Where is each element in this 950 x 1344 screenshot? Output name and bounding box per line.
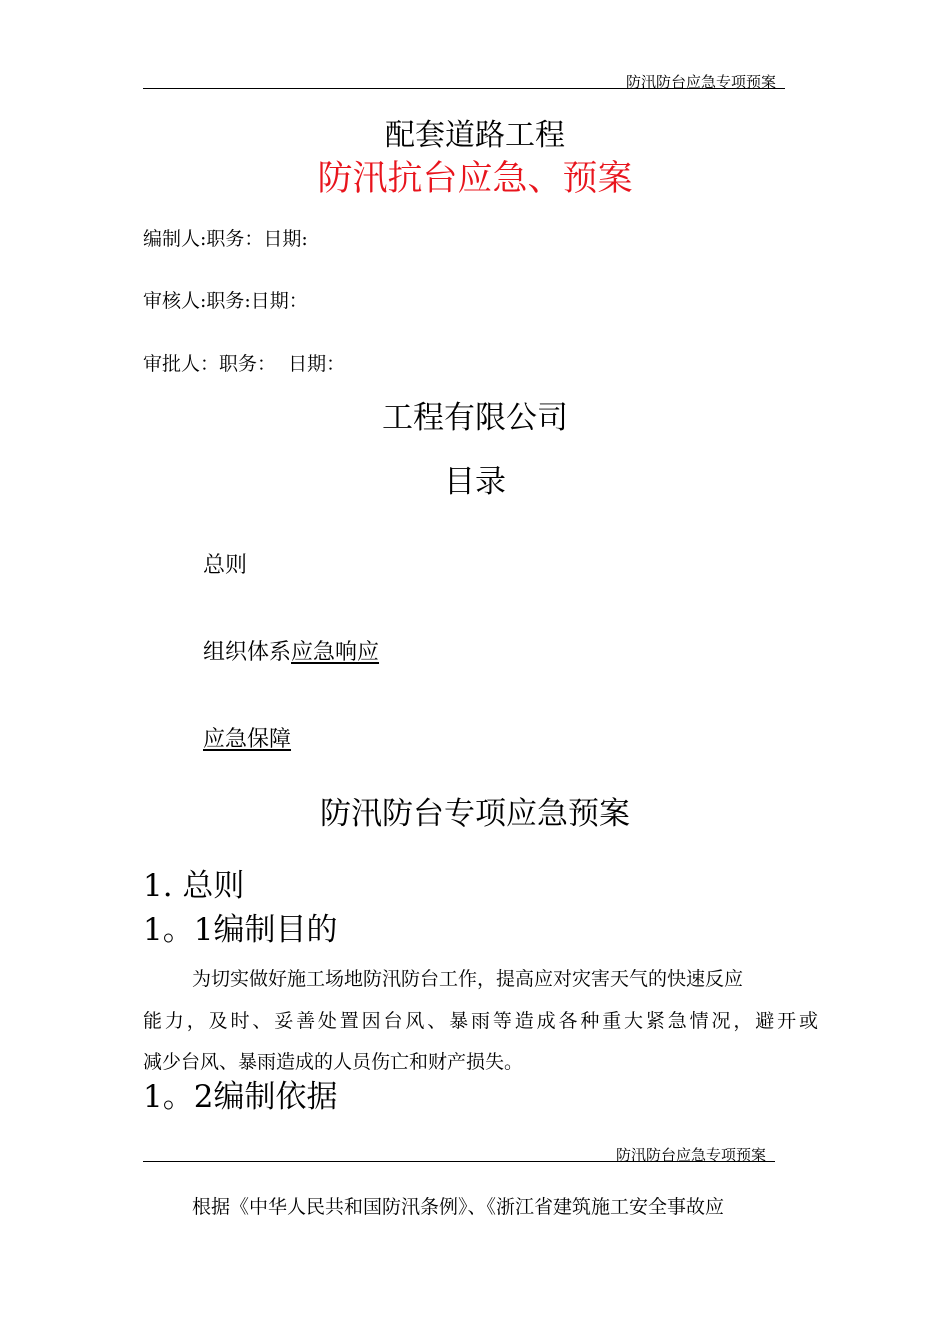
running-header-page-2: 防汛防台应急专项预案 [616,1146,767,1164]
approver-line: 审批人：职务： 日期： [143,353,346,375]
purpose-line-3: 减少台风、暴雨造成的人员伤亡和财产损失。 [143,1051,524,1073]
reviewer-line: 审核人:职务:日期： [143,290,308,312]
basis-line-1: 根据《中华人民共和国防汛条例》、《浙江省建筑施工安全事故应 [192,1196,725,1218]
toc-item-general[interactable]: 总则 [203,553,248,578]
purpose-line-1: 为切实做好施工场地防汛防台工作，提高应对灾害天气的快速反应 [192,968,744,990]
toc-link-emergency-support[interactable]: 应急保障 [203,727,292,752]
toc-item-organization[interactable] [203,635,379,666]
header-rule [143,88,785,89]
toc-link-emergency-response[interactable]: 应急响应 [291,640,380,665]
plan-title: 防汛抗台应急、预案 [317,159,633,199]
company-name: 工程有限公司 [382,400,568,436]
compiler-line: 编制人:职务：日期: [143,228,308,250]
section-title: 防汛防台专项应急预案 [320,796,630,832]
heading-purpose: 1。1编制目的 [143,912,338,948]
toc-title: 目录 [444,464,506,500]
running-header: 防汛防台应急专项预案 [626,73,777,91]
header-rule-page-2 [143,1161,775,1162]
heading-basis: 1。2编制依据 [143,1079,338,1115]
project-title: 配套道路工程 [385,118,565,153]
purpose-line-2: 能力，及时、妥善处置因台风、暴雨等造成各种重大紧急情况，避开或 [143,1010,818,1032]
heading-general: 1. 总则 [143,868,245,904]
toc-item-organization-text: 组织体系 [203,640,292,665]
